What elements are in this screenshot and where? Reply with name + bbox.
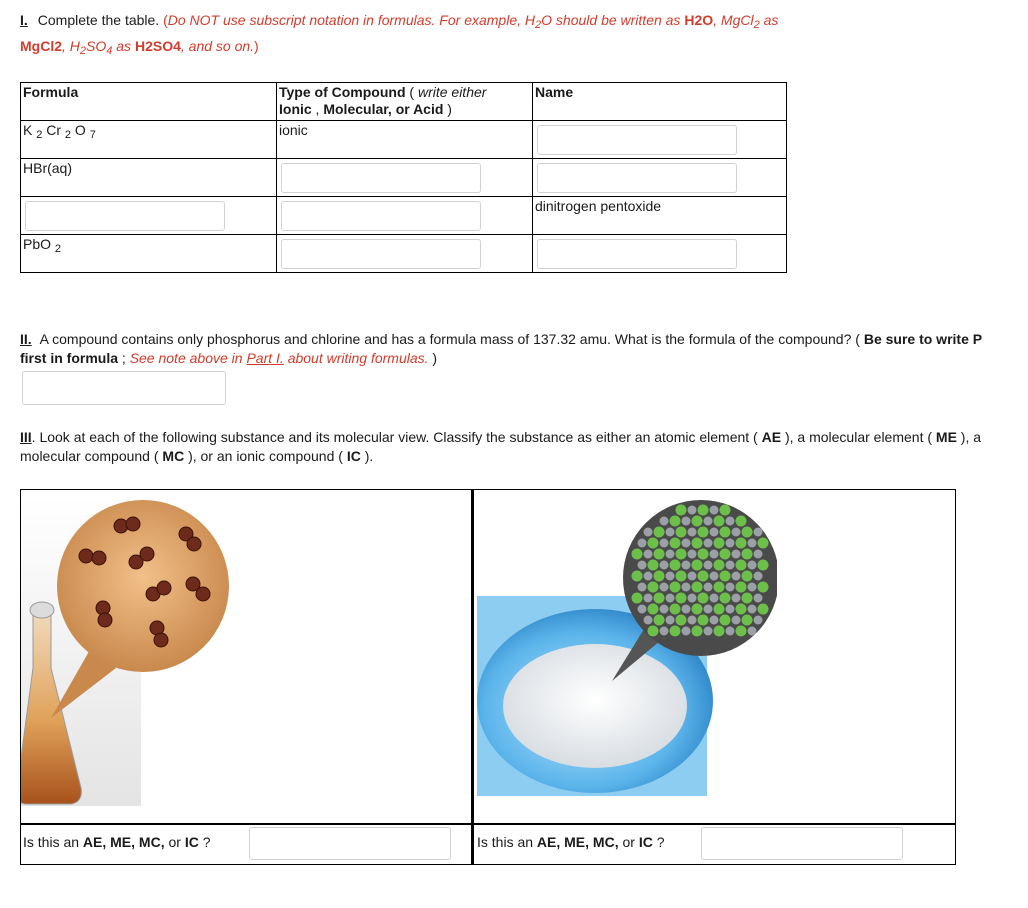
chloride-ion [736, 582, 747, 593]
sodium-ion [726, 539, 735, 548]
chloride-ion [720, 593, 731, 604]
sodium-ion [726, 627, 735, 636]
chloride-ion [714, 604, 725, 615]
molecular-view-circle [57, 500, 229, 672]
chloride-ion [736, 538, 747, 549]
sodium-ion [748, 539, 757, 548]
sodium-ion [644, 594, 653, 603]
chloride-ion [648, 604, 659, 615]
sodium-ion [704, 627, 713, 636]
chloride-ion [632, 571, 643, 582]
sodium-ion [726, 583, 735, 592]
sodium-ion [660, 561, 669, 570]
sodium-ion [748, 561, 757, 570]
chloride-ion [758, 582, 769, 593]
chloride-ion [758, 538, 769, 549]
sodium-ion [688, 572, 697, 581]
chloride-ion [742, 593, 753, 604]
chloride-ion [714, 560, 725, 571]
row1-name-cell [533, 121, 787, 159]
flask-stopper [30, 602, 54, 618]
table-row [21, 159, 787, 197]
sodium-ion [644, 550, 653, 559]
chloride-ion [654, 571, 665, 582]
sodium-ion [710, 616, 719, 625]
chloride-ion [742, 615, 753, 626]
sodium-ion [682, 561, 691, 570]
sodium-ion [666, 528, 675, 537]
row3-type-input[interactable] [281, 201, 481, 231]
grid-divider-vertical [471, 490, 474, 864]
sodium-ion [710, 572, 719, 581]
sodium-ion [660, 583, 669, 592]
chloride-ion [676, 615, 687, 626]
chloride-ion [698, 593, 709, 604]
chloride-ion [720, 571, 731, 582]
table-header-row [21, 83, 787, 121]
sodium-ion [732, 616, 741, 625]
bromine-flask-image [21, 498, 231, 806]
sodium-ion [732, 594, 741, 603]
sodium-ion [638, 561, 647, 570]
sodium-ion [748, 605, 757, 614]
chloride-ion [758, 604, 769, 615]
sodium-ion [754, 528, 763, 537]
sodium-ion [688, 506, 697, 515]
sodium-ion [644, 616, 653, 625]
sodium-ion [682, 627, 691, 636]
chloride-ion [670, 582, 681, 593]
chloride-ion [654, 527, 665, 538]
row3-formula-cell [21, 197, 277, 235]
question-right-answer-input[interactable] [701, 827, 903, 860]
section-1-instruction: Complete the table. [37, 12, 160, 28]
chloride-ion [670, 626, 681, 637]
sodium-ion [666, 594, 675, 603]
sodium-ion [704, 561, 713, 570]
chloride-ion [648, 538, 659, 549]
chloride-ion [736, 516, 747, 527]
sodium-ion [704, 539, 713, 548]
row2-name-cell [533, 159, 787, 197]
sodium-ion [754, 550, 763, 559]
chloride-ion [632, 593, 643, 604]
sodium-ion [666, 550, 675, 559]
row2-type-cell [277, 159, 533, 197]
chloride-ion [654, 593, 665, 604]
chloride-ion [676, 505, 687, 516]
sodium-ion [638, 539, 647, 548]
chloride-ion [698, 527, 709, 538]
section-1-instructions: I. Complete the table. (Do NOT use subscript notation in formulas. For example, $H_2O$ should be written as H2O, MgCl$_2$ as MgCl2, $H_2SO_4$ as H2SO4, and so on.) [20, 12, 779, 57]
chloride-ion [648, 626, 659, 637]
chloride-ion [736, 626, 747, 637]
sodium-ion [732, 550, 741, 559]
sodium-ion [748, 627, 757, 636]
section-3-instructions: III. Look at each of the following substance and its molecular view. Classify the substance as either an atomic element ( AE ), a molecular element ( ME ), a molecular compound ( MC ), or an ionic compound ( IC ). [20, 429, 982, 464]
row4-name-input[interactable] [537, 239, 737, 269]
sodium-ion [688, 594, 697, 603]
chloride-ion [632, 549, 643, 560]
row4-type-input[interactable] [281, 239, 481, 269]
sodium-ion [660, 517, 669, 526]
sodium-ion [666, 572, 675, 581]
salt-pile [503, 644, 687, 768]
chloride-ion [714, 582, 725, 593]
sodium-ion [638, 583, 647, 592]
sodium-ion [704, 605, 713, 614]
section-2-number: II. [20, 331, 32, 347]
sodium-ion [688, 528, 697, 537]
sodium-ion [682, 583, 691, 592]
row2-type-input[interactable] [281, 163, 481, 193]
grid-divider-horizontal [21, 823, 955, 825]
chloride-ion [698, 571, 709, 582]
section-2-question: II. A compound contains only phosphorus and chlorine and has a formula mass of 137.32 amu. What is the formula of the compound? ( Be sure to write P first in formula ; See note above in Part I. about writing formulas. ) [20, 331, 982, 366]
sodium-ion [726, 561, 735, 570]
sodium-ion [732, 572, 741, 581]
chloride-ion [714, 516, 725, 527]
chloride-ion [654, 549, 665, 560]
question-right-label: Is this an AE, ME, MC, or IC ? [477, 834, 665, 850]
chloride-ion [720, 527, 731, 538]
chloride-ion [720, 505, 731, 516]
sodium-ion [660, 539, 669, 548]
section-2-answer-input[interactable] [22, 371, 226, 405]
sodium-ion [660, 627, 669, 636]
table-row [21, 121, 787, 159]
question-left-answer-input[interactable] [249, 827, 451, 860]
sodium-ion [710, 594, 719, 603]
row4-type-cell [277, 235, 533, 273]
question-left-label: Is this an AE, ME, MC, or IC ? [23, 834, 211, 850]
chloride-ion [676, 527, 687, 538]
sodium-ion [726, 517, 735, 526]
section-1-number: I. [20, 12, 28, 28]
chloride-ion [692, 626, 703, 637]
header-name: Name [533, 83, 787, 121]
row1-type: ionic [277, 121, 533, 159]
table-row [21, 197, 787, 235]
sodium-ion [754, 572, 763, 581]
chloride-ion [692, 604, 703, 615]
header-formula: Formula [21, 83, 277, 121]
sodium-ion [726, 605, 735, 614]
chloride-ion [670, 604, 681, 615]
chloride-ion [736, 560, 747, 571]
row3-name: dinitrogen pentoxide [533, 197, 787, 235]
row4-name-cell [533, 235, 787, 273]
chloride-ion [692, 516, 703, 527]
chloride-ion [676, 571, 687, 582]
chloride-ion [742, 549, 753, 560]
sodium-ion [688, 616, 697, 625]
sodium-ion [710, 550, 719, 559]
chloride-ion [720, 549, 731, 560]
salt-crystal-image [477, 496, 777, 796]
sodium-ion [666, 616, 675, 625]
chloride-ion [698, 505, 709, 516]
chloride-ion [648, 582, 659, 593]
chloride-ion [670, 538, 681, 549]
sodium-ion [644, 528, 653, 537]
row3-type-cell [277, 197, 533, 235]
sodium-ion [754, 594, 763, 603]
chloride-ion [654, 615, 665, 626]
chloride-ion [676, 593, 687, 604]
row1-name-input[interactable] [537, 125, 737, 155]
section-3-number: III [20, 429, 32, 445]
sodium-ion [682, 539, 691, 548]
chloride-ion [714, 626, 725, 637]
row4-formula: PbO $_2$ [21, 235, 277, 273]
chloride-ion [742, 571, 753, 582]
chloride-ion [676, 549, 687, 560]
sodium-ion [638, 605, 647, 614]
sodium-ion [710, 506, 719, 515]
chloride-ion [742, 527, 753, 538]
sodium-ion [644, 572, 653, 581]
row1-formula: K $_2$ Cr $_2$ O $_7$ [21, 121, 277, 159]
compound-table [20, 82, 787, 273]
row3-formula-input[interactable] [25, 201, 225, 231]
chloride-ion [648, 560, 659, 571]
sodium-ion [682, 605, 691, 614]
sodium-ion [732, 528, 741, 537]
sodium-ion [704, 517, 713, 526]
chloride-ion [670, 516, 681, 527]
header-type: Type of Compound ( write either Ionic , Molecular, or Acid ) [277, 83, 533, 121]
classification-grid [20, 489, 956, 865]
row2-name-input[interactable] [537, 163, 737, 193]
sodium-ion [660, 605, 669, 614]
chloride-ion [736, 604, 747, 615]
row2-formula: HBr(aq) [21, 159, 277, 197]
chloride-ion [698, 549, 709, 560]
table-row [21, 235, 787, 273]
chloride-ion [692, 560, 703, 571]
chloride-ion [714, 538, 725, 549]
sodium-ion [710, 528, 719, 537]
part-1-link[interactable]: Part I. [246, 350, 284, 366]
sodium-ion [748, 583, 757, 592]
sodium-ion [682, 517, 691, 526]
sodium-ion [704, 583, 713, 592]
chloride-ion [758, 560, 769, 571]
sodium-ion [688, 550, 697, 559]
chloride-ion [670, 560, 681, 571]
chloride-ion [692, 582, 703, 593]
sodium-ion [754, 616, 763, 625]
chloride-ion [692, 538, 703, 549]
chloride-ion [698, 615, 709, 626]
chloride-ion [720, 615, 731, 626]
